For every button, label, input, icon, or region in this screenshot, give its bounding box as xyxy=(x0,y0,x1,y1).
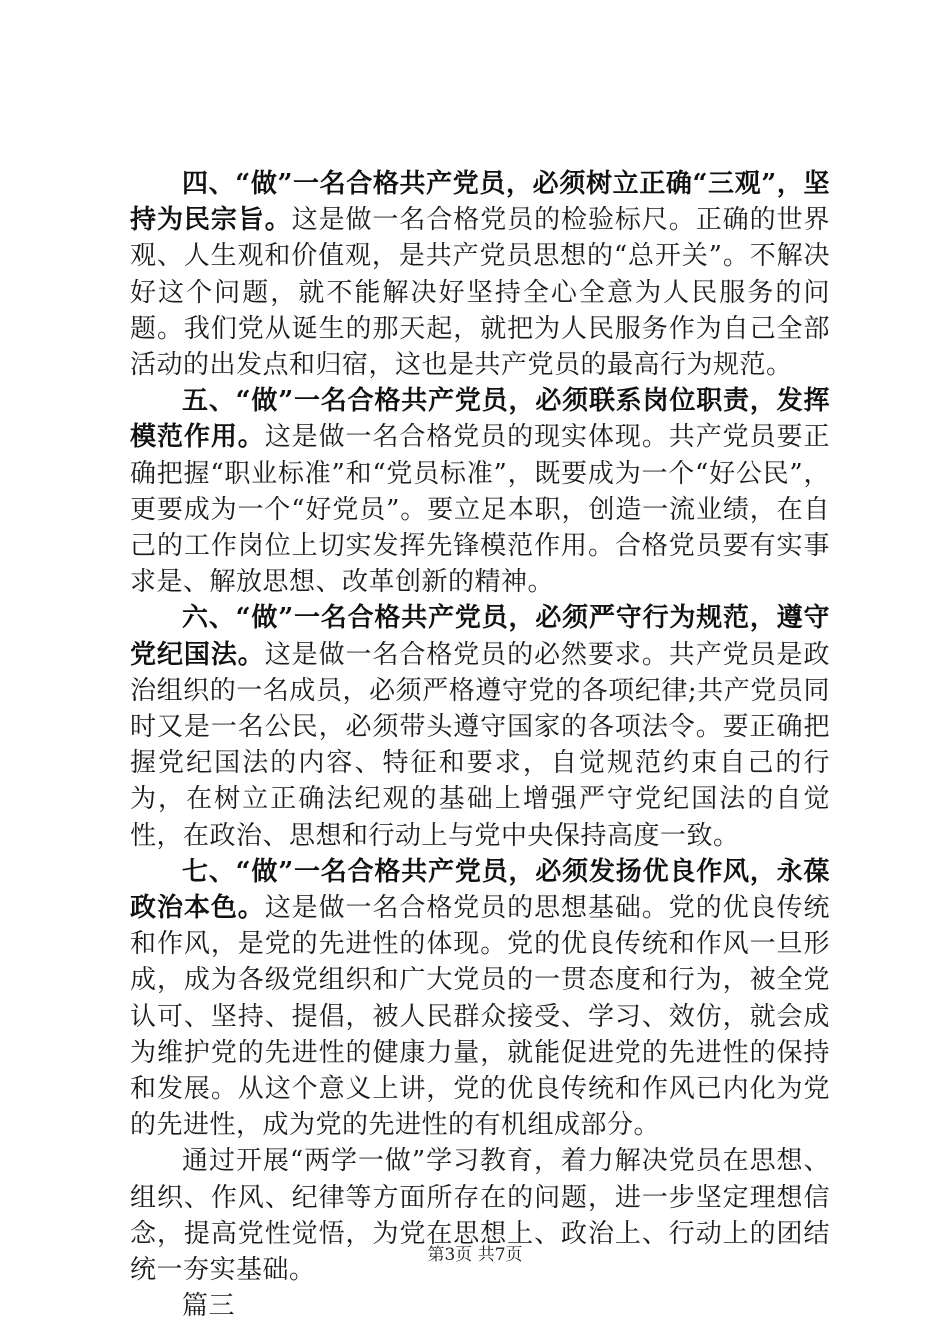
paragraph-four xyxy=(130,166,830,383)
paragraph-five-text: 这是做一名合格党员的现实体现。共产党员要正确把握“职业标准”和“党员标准”，既要成为一个“好公民”，更要成为一个“好党员”。要立足本职，创造一流业绩，在自己的工作岗位上切实发挥先锋模范作用。合格党员要有实事求是、解放思想、改革创新的精神。 xyxy=(130,422,830,598)
paragraph-six-heading: 六、“做”一名合格共产党员，必须严守行为规范，遵守党纪国法。 xyxy=(130,603,830,670)
paragraph-six xyxy=(130,600,830,853)
paragraph-seven xyxy=(130,854,830,1144)
paragraph-seven-text: 这是做一名合格党员的思想基础。党的优良传统和作风，是党的先进性的体现。党的优良传统和作风一旦形成，成为各级党组织和广大党员的一贯态度和行为，被全党认可、坚持、提倡，被人民群众接受、学习、效仿，就会成为维护党的先进性的健康力量，就能促进党的先进性的保持和发展。从这个意义上讲，党的优良传统和作风已内化为党的先进性，成为党的先进性的有机组成部分。 xyxy=(130,893,830,1141)
paragraph-four-heading: 四、“做”一名合格共产党员，必须树立正确“三观”，坚持为民宗旨。 xyxy=(130,169,830,236)
paragraph-five-heading: 五、“做”一名合格共产党员，必须联系岗位职责，发挥模范作用。 xyxy=(130,386,830,453)
paragraph-five xyxy=(130,383,830,600)
paragraph-four-text: 这是做一名合格党员的检验标尺。正确的世界观、人生观和价值观，是共产党员思想的“总开关”。不解决好这个问题，就不能解决好坚持全心全意为人民服务的问题。我们党从诞生的那天起，就把为人民服务作为自己全部活动的出发点和归宿，这也是共产党员的最高行为规范。 xyxy=(130,205,830,381)
page-footer: 第3页 共7页 xyxy=(427,1245,523,1265)
paragraph-conclusion xyxy=(130,1143,830,1288)
paragraph-six-text: 这是做一名合格党员的必然要求。共产党员是政治组织的一名成员，必须严格遵守党的各项纪律;共产党员同时又是一名公民，必须带头遵守国家的各项法令。要正确把握党纪国法的内容、特征和要求，自觉规范约束自己的行为，在树立正确法纪观的基础上增强严守党纪国法的自觉性，在政治、思想和行动上与党中央保持高度一致。 xyxy=(130,639,830,851)
section-label: 篇三 xyxy=(182,1291,236,1322)
paragraph-seven-heading: 七、“做”一名合格共产党员，必须发扬优良作风，永葆政治本色。 xyxy=(130,856,830,924)
paragraph-conclusion-text: 通过开展“两学一做”学习教育，着力解决党员在思想、组织、作风、纪律等方面所存在的问题，进一步坚定理想信念，提高党性觉悟，为党在思想上、政治上、行动上的团结统一夯实基础。 xyxy=(130,1146,830,1286)
document-body xyxy=(130,166,830,1325)
